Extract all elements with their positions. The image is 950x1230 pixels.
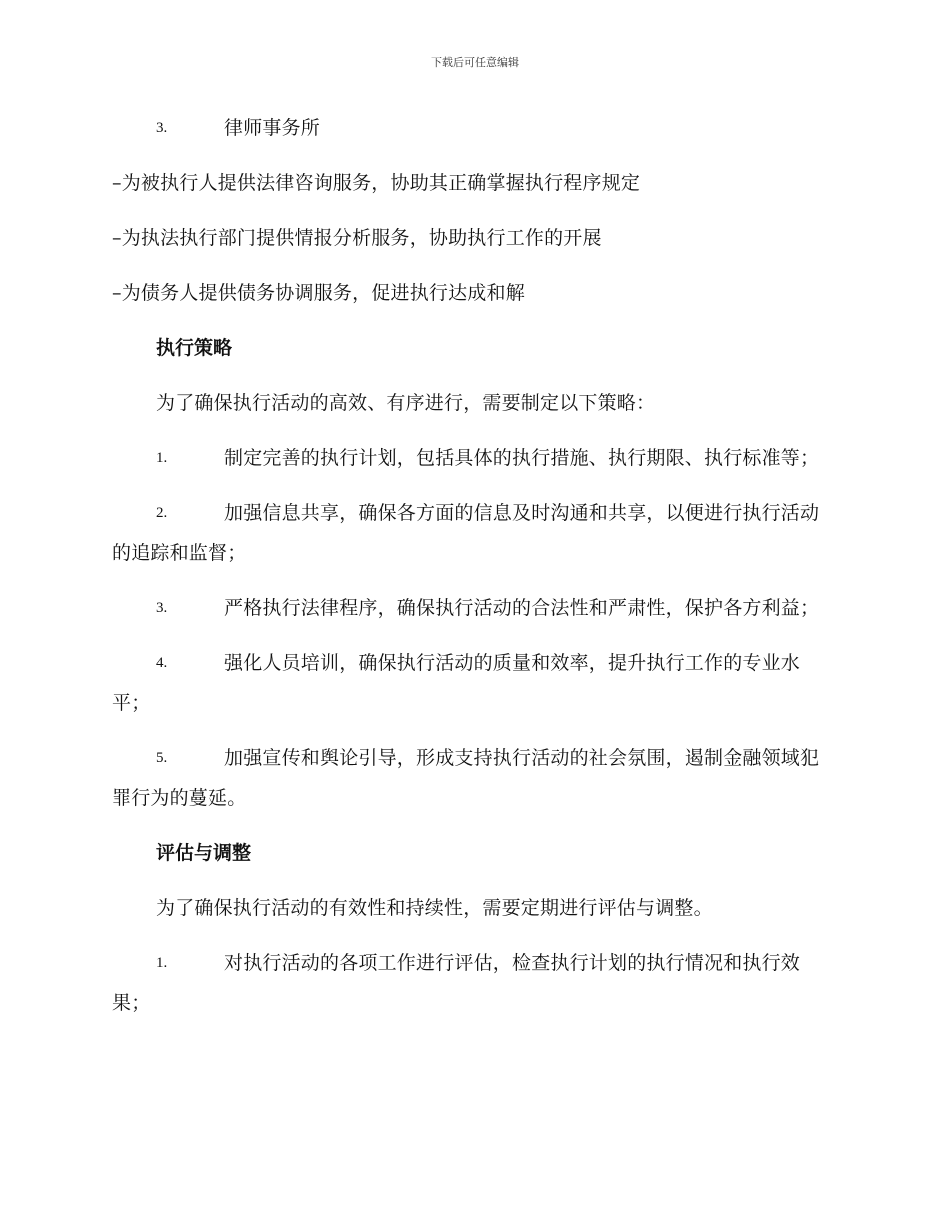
list-item — [112, 643, 834, 723]
section-intro: 为了确保执行活动的高效、有序进行，需要制定以下策略： — [156, 392, 656, 414]
list-item — [112, 493, 834, 573]
item-text: 对执行活动的各项工作进行评估，检查执行计划的执行情况和执行效果； — [112, 952, 801, 1014]
item-number: 4. — [156, 655, 168, 671]
section-heading: 评估与调整 — [156, 842, 252, 864]
item-text: 加强宣传和舆论引导，形成支持执行活动的社会氛围，遏制金融领域犯罪行为的蔓延。 — [112, 747, 820, 809]
item-number: 3. — [156, 120, 168, 136]
list-item — [112, 588, 834, 628]
item-number: 2. — [156, 505, 168, 521]
document-body — [112, 108, 834, 1038]
item-text: 加强信息共享，确保各方面的信息及时沟通和共享，以便进行执行活动的追踪和监督； — [112, 502, 820, 564]
item-number: 5. — [156, 750, 168, 766]
item-number: 3. — [156, 600, 168, 616]
bullet-line: –为债务人提供债务协调服务，促进执行达成和解 — [112, 282, 525, 304]
item-number: 1. — [156, 955, 168, 971]
item-text: 强化人员培训，确保执行活动的质量和效率，提升执行工作的专业水平； — [112, 652, 801, 714]
item-text: 律师事务所 — [224, 117, 321, 139]
list-item — [112, 438, 834, 478]
bullet-line: –为被执行人提供法律咨询服务，协助其正确掌握执行程序规定 — [112, 172, 641, 194]
section-intro: 为了确保执行活动的有效性和持续性，需要定期进行评估与调整。 — [156, 897, 713, 919]
list-item — [112, 738, 834, 818]
item-text: 严格执行法律程序，确保执行活动的合法性和严肃性，保护各方利益； — [224, 597, 820, 619]
item-text: 制定完善的执行计划，包括具体的执行措施、执行期限、执行标准等； — [224, 447, 820, 469]
item-number: 1. — [156, 450, 168, 466]
list-item — [112, 943, 834, 1023]
list-item — [112, 108, 834, 148]
header-note: 下载后可任意编辑 — [431, 56, 519, 69]
bullet-line: –为执法执行部门提供情报分析服务，协助执行工作的开展 — [112, 227, 602, 249]
section-heading: 执行策略 — [156, 337, 233, 359]
